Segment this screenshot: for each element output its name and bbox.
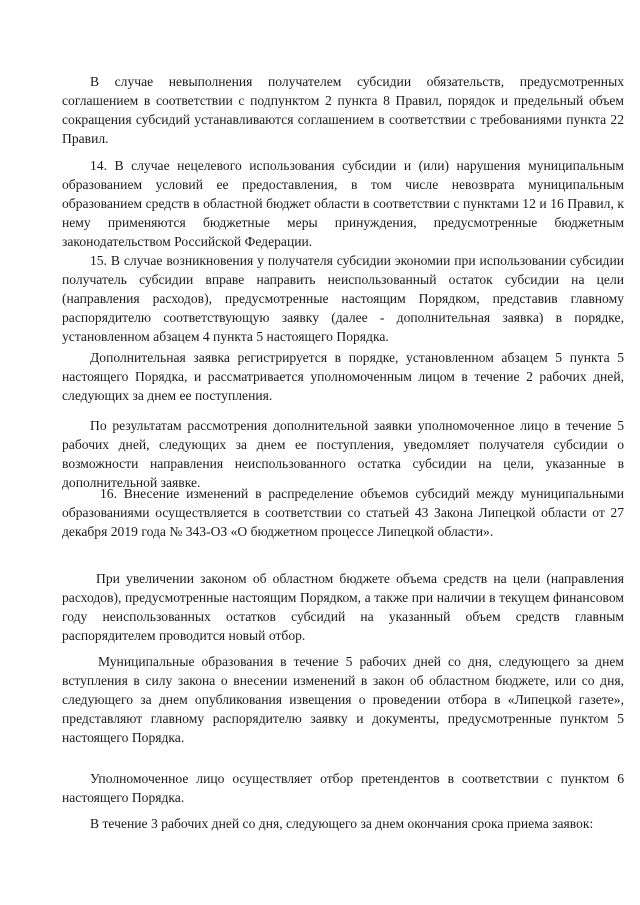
paragraph-reduction-terms: В случае невыполнения получателем субсидии обязательств, предусмотренных соглашением в соответствии с подпунктом 2 пункта 8 Правил, порядок и предельный объем сокращения субсидий устанавливаются соглашением в соответствии с требованиями пункта 22 Правил. xyxy=(62,74,624,146)
paragraph-selection-by-authorized-person: Уполномоченное лицо осуществляет отбор претендентов в соответствии с пунктом 6 настоящего Порядка. xyxy=(62,771,624,805)
paragraph-item-16: 16. Внесение изменений в распределение объемов субсидий между муниципальными образованиями осуществляется в соответствии со статьей 43 Закона Липецкой области от 27 декабря 2019 года № 343-ОЗ «О бюджетном процессе Липецкой области». xyxy=(62,486,624,539)
paragraph-three-days: В течение 3 рабочих дней со дня, следующего за днем окончания срока приема заявок: xyxy=(90,816,594,831)
paragraph-municipal-applications: Муниципальные образования в течение 5 рабочих дней со дня, следующего за днем вступления в силу закона о внесении изменений в закон об областном бюджете, или со дня, следующего за днем опубликования извещения о проведении отбора в «Липецкой газете», представляют главному распорядителю заявку и документы, предусмотренные пунктом 5 настоящего Порядка. xyxy=(62,654,624,745)
paragraph-item-15: 15. В случае возникновения у получателя субсидии экономии при использовании субсидии получатель субсидии вправе направить неиспользованный остаток субсидии на цели (направления расходов), предусмотренные настоящим Порядком, представив главному распорядителю соответствующую заявку (далее - дополнительная заявка) в порядке, установленном абзацем 4 пункта 5 настоящего Порядка. xyxy=(62,253,624,344)
paragraph-additional-application: Дополнительная заявка регистрируется в порядке, установленном абзацем 5 пункта 5 настоящего Порядка, и рассматривается уполномоченным лицом в течение 2 рабочих дней, следующих за днем ее поступления. xyxy=(62,350,624,403)
paragraph-review-results: По результатам рассмотрения дополнительной заявки уполномоченное лицо в течение 5 рабочих дней, следующих за днем ее поступления, уведомляет получателя субсидии о возможности направления неиспользованного остатка субсидии на цели, указанные в дополнительной заявке. xyxy=(62,418,624,490)
paragraph-new-selection: При увеличении законом об областном бюджете объема средств на цели (направления расходов), предусмотренные настоящим Порядком, а также при наличии в текущем финансовом году неиспользованных остатков субсидий на указанный объем средств главным распорядителем проводится новый отбор. xyxy=(62,571,624,643)
paragraph-item-14: 14. В случае нецелевого использования субсидии и (или) нарушения муниципальным образованием условий ее предоставления, в том числе невозврата муниципальным образованием средств в областной бюджет области в соответствии с пунктами 12 и 16 Правил, к нему применяются бюджетные меры принуждения, предусмотренные бюджетным законодательством Российской Федерации. xyxy=(62,158,624,249)
